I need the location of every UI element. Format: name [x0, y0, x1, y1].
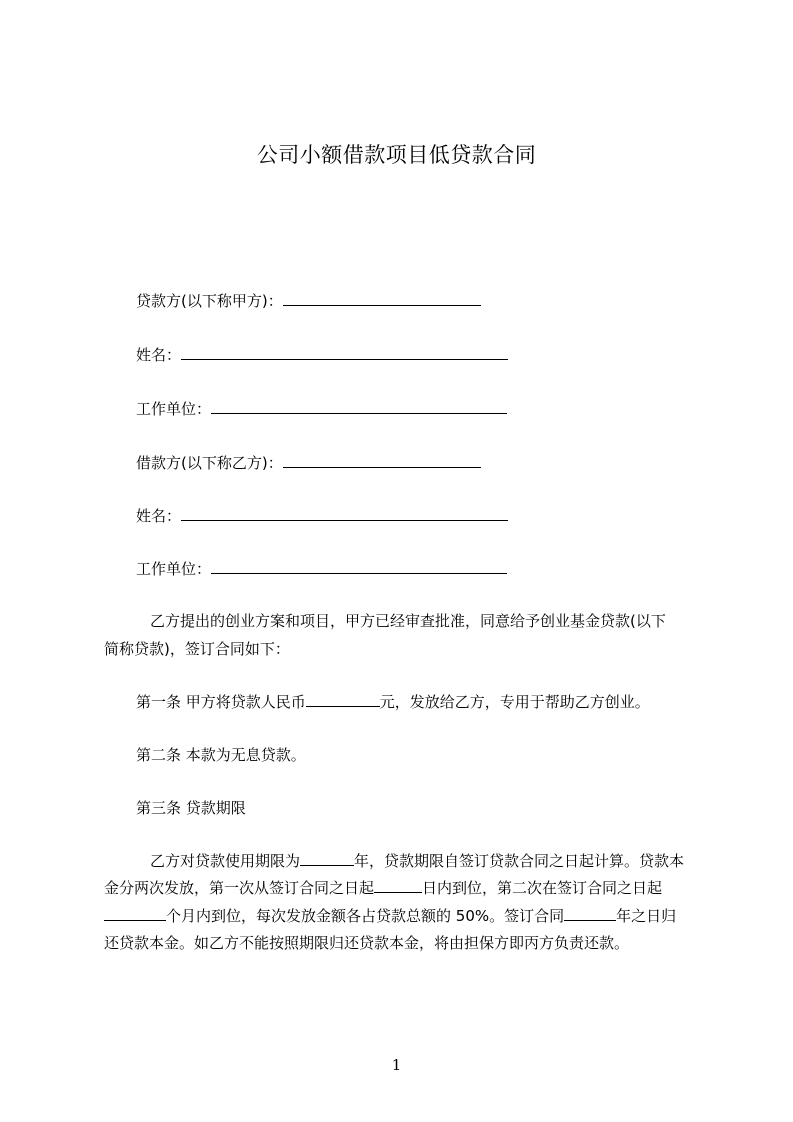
article-1-text-a: 第一条 甲方将贷款人民币 [136, 693, 306, 711]
lender-label: 贷款方(以下称甲方)： [136, 292, 283, 310]
term-line-3-a: 个月内到位，每次发放金额各占贷款总额的 50%。签订合同 [166, 907, 565, 925]
intro-line-2: 简称贷款)，签订合同如下： [104, 640, 290, 658]
lender-name-blank [181, 344, 508, 360]
lender-workplace-blank [211, 398, 507, 414]
document-title: 公司小额借款项目低贷款合同 [256, 143, 537, 167]
article-2: 第二条 本款为无息贷款。 [136, 746, 306, 764]
lender-workplace-line [136, 398, 507, 420]
intro-line-1: 乙方提出的创业方案和项目，甲方已经审查批准，同意给予创业基金贷款(以下 [150, 612, 666, 630]
article-1-text-b: 元，发放给乙方，专用于帮助乙方创业。 [379, 693, 650, 711]
term-line-4: 还贷款本金。如乙方不能按照期限归还贷款本金，将由担保方即丙方负责还款。 [104, 934, 630, 952]
term-line-2-a: 金分两次发放，第一次从签订合同之日起 [104, 879, 375, 897]
term-line-2-b: 日内到位，第二次在签订合同之日起 [422, 879, 663, 897]
borrower-workplace-label: 工作单位： [136, 560, 212, 578]
borrower-name-line [136, 505, 508, 527]
borrower-label: 借款方(以下称乙方)： [136, 454, 283, 472]
term-line-2 [104, 877, 662, 899]
article-3: 第三条 贷款期限 [136, 799, 246, 817]
lender-blank [283, 290, 481, 306]
repay-years-blank [564, 905, 616, 921]
term-line-1-a: 乙方对贷款使用期限为 [150, 852, 301, 870]
borrower-name-blank [181, 505, 508, 521]
lender-line [136, 290, 481, 312]
borrower-blank [283, 452, 481, 468]
term-line-1 [150, 850, 684, 872]
article-1 [136, 691, 650, 713]
borrower-name-label: 姓名： [136, 507, 182, 525]
lender-name-line [136, 344, 508, 366]
page-number: 1 [391, 1056, 402, 1074]
amount-blank [306, 691, 380, 707]
term-line-1-b: 年，贷款期限自签订贷款合同之日起计算。贷款本 [354, 852, 685, 870]
term-years-blank [300, 850, 354, 866]
first-days-blank [374, 877, 422, 893]
borrower-workplace-blank [211, 558, 507, 574]
borrower-line [136, 452, 481, 474]
second-months-blank [104, 905, 166, 921]
lender-name-label: 姓名： [136, 346, 182, 364]
term-line-3-b: 年之日归 [616, 907, 677, 925]
lender-workplace-label: 工作单位： [136, 400, 212, 418]
borrower-workplace-line [136, 558, 507, 580]
term-line-3 [104, 905, 676, 927]
